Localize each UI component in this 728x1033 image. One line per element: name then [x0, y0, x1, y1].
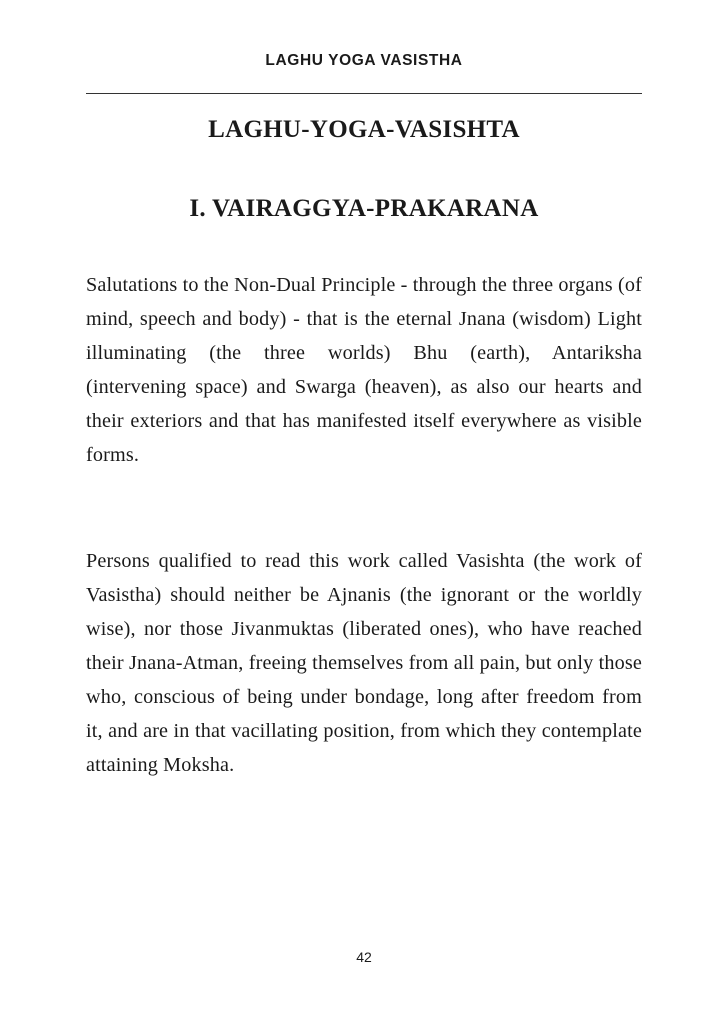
book-title: LAGHU-YOGA-VASISHTA	[208, 116, 520, 143]
paragraph-salutations: Salutations to the Non-Dual Principle - through the three organs (of mind, speech and body) - that is the eternal Jnana (wisdom) Light illuminating (the three worlds) Bhu (earth), Antariksha (intervening space) and Swarga (heaven), as also our hearts and their exteriors and that has manifested itself everywhere as visible forms.	[86, 274, 642, 466]
paragraph-qualified-readers: Persons qualified to read this work called Vasishta (the work of Vasistha) should neither be Ajnanis (the ignorant or the worldly wise), nor those Jivanmuktas (liberated ones), who have reached their Jnana-Atman, freeing themselves from all pain, but only those who, conscious of being under bondage, long after freedom from it, and are in that vacillating position, from which they contemplate attaining Moksha.	[86, 550, 642, 776]
header-divider	[86, 93, 642, 94]
section-title: I. VAIRAGGYA-PRAKARANA	[189, 195, 539, 222]
page-number: 42	[356, 949, 372, 965]
running-header: LAGHU YOGA VASISTHA	[265, 52, 463, 69]
